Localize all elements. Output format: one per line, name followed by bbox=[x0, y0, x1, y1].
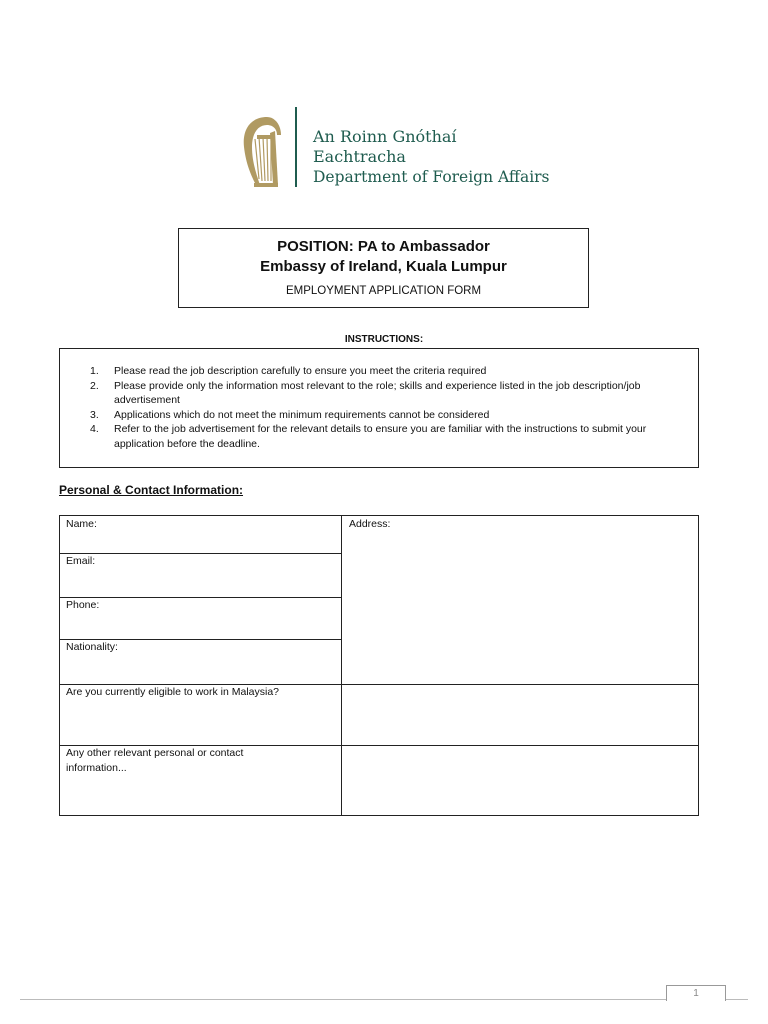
instruction-item bbox=[60, 422, 674, 451]
instruction-number: 1. bbox=[90, 365, 99, 377]
instructions-box bbox=[59, 348, 699, 468]
instruction-item bbox=[60, 364, 674, 379]
page-number: 1 bbox=[666, 985, 726, 1001]
instruction-item bbox=[60, 379, 674, 408]
row-divider bbox=[60, 597, 341, 598]
org-name-english: Department of Foreign Affairs bbox=[313, 168, 550, 186]
instruction-number: 4. bbox=[90, 423, 99, 436]
instruction-text: Applications which do not meet the minimum requirements cannot be considered bbox=[114, 408, 490, 421]
name-field-label[interactable]: Name: bbox=[66, 518, 97, 530]
dfa-logo bbox=[233, 107, 553, 189]
position-title-box bbox=[178, 228, 589, 308]
instruction-number: 2. bbox=[90, 379, 99, 392]
footer-divider bbox=[20, 999, 748, 1000]
instructions-list bbox=[60, 364, 674, 452]
personal-info-table bbox=[59, 515, 699, 816]
instruction-text: Please read the job description carefully to ensure you meet the criteria required bbox=[114, 365, 487, 377]
harp-emblem-icon bbox=[237, 113, 283, 189]
column-divider bbox=[341, 516, 342, 815]
embassy-name: Embassy of Ireland, Kuala Lumpur bbox=[260, 258, 507, 275]
row-divider bbox=[60, 553, 341, 554]
instruction-number: 3. bbox=[90, 408, 99, 421]
nationality-field-label[interactable]: Nationality: bbox=[66, 641, 118, 653]
form-name: EMPLOYMENT APPLICATION FORM bbox=[285, 285, 482, 297]
instructions-heading: INSTRUCTIONS: bbox=[344, 334, 424, 345]
instruction-text: Please provide only the information most relevant to the role; skills and experience listed in the job description/job advertisement bbox=[114, 379, 641, 407]
logo-divider bbox=[295, 107, 297, 187]
instruction-text: Refer to the job advertisement for the relevant details to ensure you are familiar with the instructions to submit your application before the deadline. bbox=[114, 423, 647, 450]
personal-section-title: Personal & Contact Information: bbox=[59, 483, 244, 497]
org-name-irish: An Roinn Gnóthaí Eachtracha bbox=[313, 127, 457, 166]
position-title: POSITION: PA to Ambassador bbox=[277, 238, 490, 255]
other-info-field-label[interactable]: Any other relevant personal or contact information... bbox=[66, 747, 244, 774]
instruction-item bbox=[60, 408, 674, 423]
email-field-label[interactable]: Email: bbox=[66, 555, 96, 567]
eligibility-field-label[interactable]: Are you currently eligible to work in Malaysia? bbox=[66, 686, 280, 698]
logo-text bbox=[313, 127, 553, 187]
address-field-label[interactable]: Address: bbox=[349, 518, 391, 530]
phone-field-label[interactable]: Phone: bbox=[66, 599, 100, 611]
